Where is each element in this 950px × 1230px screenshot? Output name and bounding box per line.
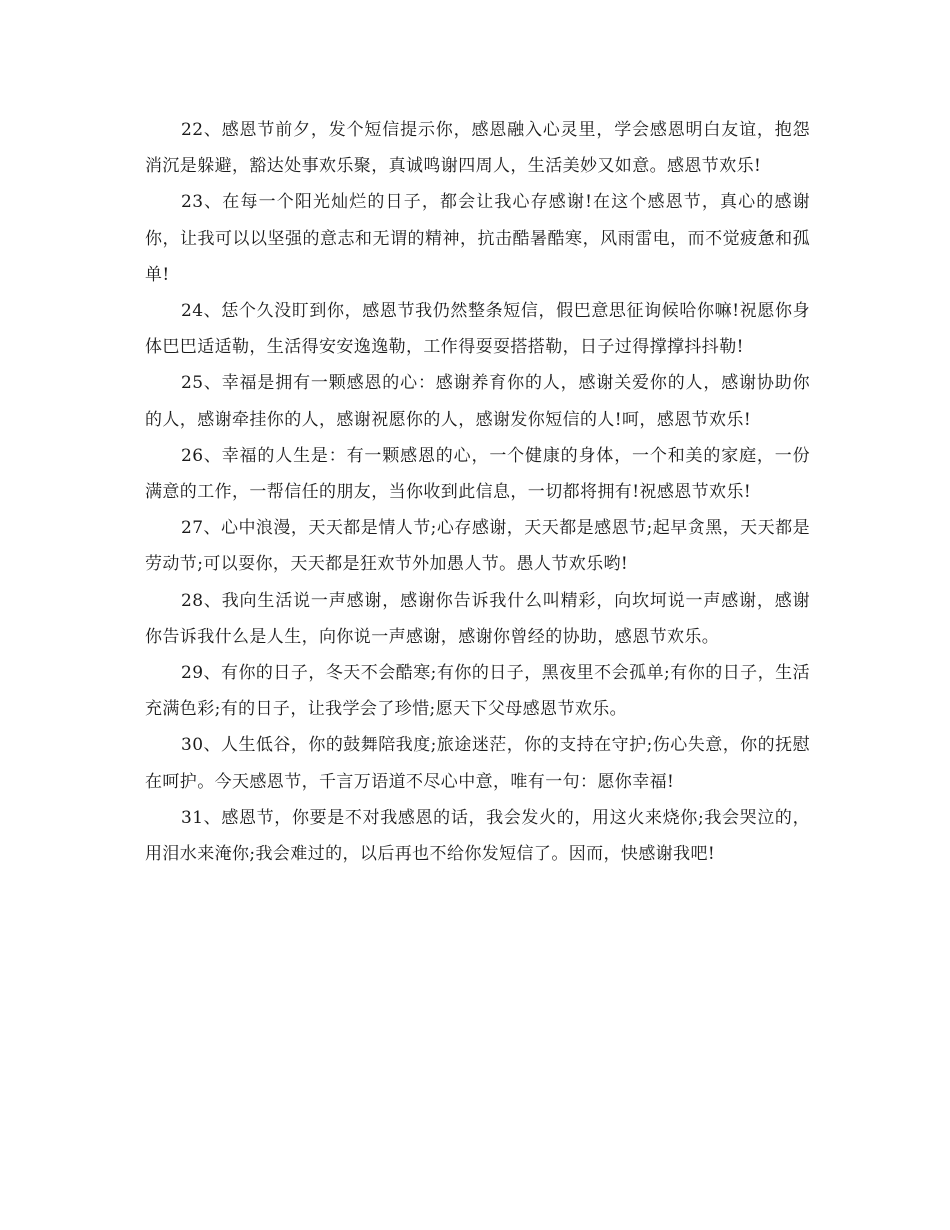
document-body (145, 112, 810, 872)
paragraph-25: 25、幸福是拥有一颗感恩的心：感谢养育你的人，感谢关爱你的人，感谢协助你的人，感谢牵挂你的人，感谢祝愿你的人，感谢发你短信的人!呵，感恩节欢乐! (145, 373, 810, 430)
paragraph-30: 30、人生低谷，你的鼓舞陪我度;旅途迷茫，你的支持在守护;伤心失意，你的抚慰在呵护。今天感恩节，千言万语道不尽心中意，唯有一句：愿你幸福! (145, 735, 810, 792)
paragraph-22: 22、感恩节前夕，发个短信提示你，感恩融入心灵里，学会感恩明白友谊，抱怨消沉是躲避，豁达处事欢乐聚，真诚鸣谢四周人，生活美妙又如意。感恩节欢乐! (145, 120, 810, 177)
paragraph-28: 28、我向生活说一声感谢，感谢你告诉我什么叫精彩，向坎坷说一声感谢，感谢你告诉我什么是人生，向你说一声感谢，感谢你曾经的协助，感恩节欢乐。 (145, 590, 810, 647)
paragraph-23: 23、在每一个阳光灿烂的日子，都会让我心存感谢!在这个感恩节，真心的感谢你，让我可以以坚强的意志和无谓的精神，抗击酷暑酷寒，风雨雷电，而不觉疲惫和孤单! (145, 192, 810, 285)
paragraph-27: 27、心中浪漫，天天都是情人节;心存感谢，天天都是感恩节;起早贪黑，天天都是劳动节;可以耍你，天天都是狂欢节外加愚人节。愚人节欢乐哟! (145, 518, 810, 575)
paragraph-24: 24、恁个久没盯到你，感恩节我仍然整条短信，假巴意思征询候哈你嘛!祝愿你身体巴巴适适勒，生活得安安逸逸勒，工作得耍耍搭搭勒，日子过得撑撑抖抖勒! (145, 301, 810, 358)
paragraph-29: 29、有你的日子，冬天不会酷寒;有你的日子，黑夜里不会孤单;有你的日子，生活充满色彩;有的日子，让我学会了珍惜;愿天下父母感恩节欢乐。 (145, 663, 810, 720)
paragraph-31: 31、感恩节，你要是不对我感恩的话，我会发火的，用这火来烧你;我会哭泣的，用泪水来淹你;我会难过的，以后再也不给你发短信了。因而，快感谢我吧! (145, 807, 810, 865)
paragraph-26: 26、幸福的人生是：有一颗感恩的心，一个健康的身体，一个和美的家庭，一份满意的工作，一帮信任的朋友，当你收到此信息，一切都将拥有!祝感恩节欢乐! (145, 445, 810, 503)
